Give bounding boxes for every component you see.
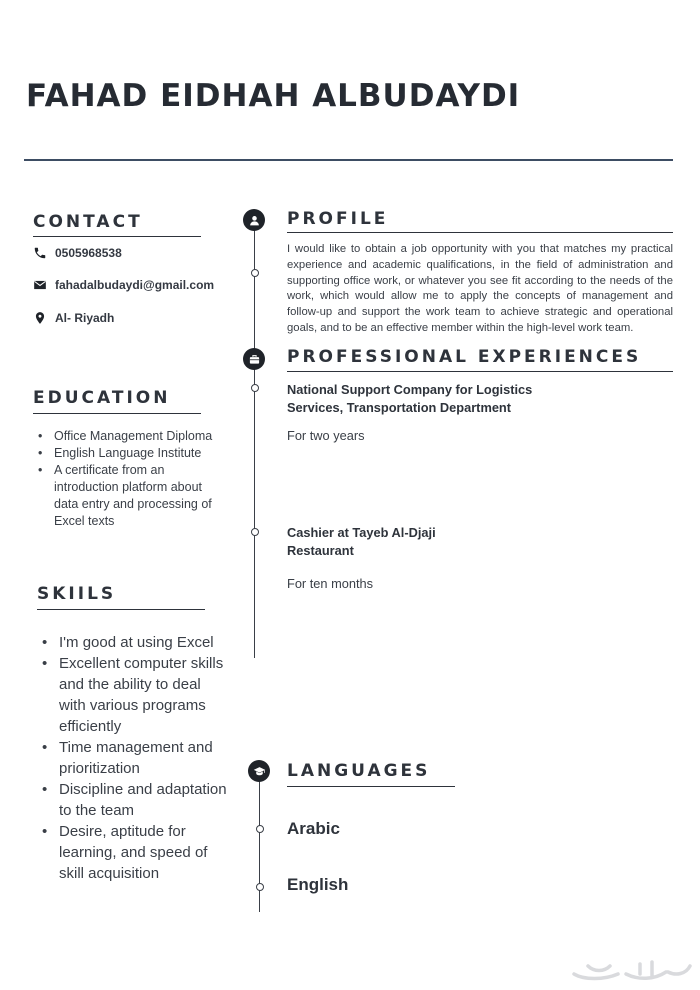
contact-email-row — [33, 278, 214, 292]
contact-heading: CONTACT — [33, 212, 143, 232]
briefcase-icon — [248, 353, 261, 366]
contact-location: Al- Riyadh — [55, 311, 115, 325]
experience-heading: PROFESSIONAL EXPERIENCES — [287, 347, 642, 367]
map-pin-icon — [33, 311, 47, 325]
experience-divider — [287, 371, 673, 372]
list-item: • I'm good at using Excel — [40, 632, 230, 653]
profile-divider — [287, 232, 673, 233]
list-item: • Time management and prioritization — [40, 737, 230, 779]
timeline-line-languages — [259, 780, 260, 912]
timeline-dot — [251, 528, 259, 536]
experience-node — [243, 348, 265, 370]
user-icon — [248, 214, 261, 227]
timeline-dot — [256, 825, 264, 833]
list-item: • Office Management Diploma — [36, 428, 221, 445]
job-duration: For ten months — [287, 576, 374, 591]
languages-heading: LANGUAGES — [287, 761, 431, 781]
language-item: English — [287, 875, 349, 894]
profile-text: I would like to obtain a job opportunity with you that matches my practical experience and academic qualifications, in the field of administration and supporting office work, or whatever you see fit according to the needs of the work, which would allow me to apply the concepts of management and follow-up and support the work team to achieve strategic and operational goals, and to be an effective member within the high-level work team. — [287, 243, 673, 334]
languages-node — [248, 760, 270, 782]
skills-list — [40, 632, 230, 884]
job-title: Cashier at Tayeb Al-Djaji Restaurant — [287, 525, 436, 558]
timeline-dot — [251, 269, 259, 277]
watermark-logo — [568, 954, 694, 984]
list-item: • A certificate from an introduction platform about data entry and processing of Excel texts — [36, 462, 221, 530]
list-item: • Desire, aptitude for learning, and speed of skill acquisition — [40, 821, 230, 884]
skills-divider — [37, 609, 205, 610]
job-duration: For two years — [287, 428, 365, 443]
contact-email: fahadalbudaydi@gmail.com — [55, 278, 215, 292]
education-heading: EDUCATION — [33, 388, 171, 408]
phone-icon — [33, 246, 47, 260]
envelope-icon — [33, 278, 47, 292]
timeline-dot — [256, 883, 264, 891]
header-divider — [24, 159, 673, 161]
job-title: National Support Company for Logistics Services, Transportation Department — [287, 382, 533, 415]
profile-heading: PROFILE — [287, 209, 389, 229]
list-item: • Discipline and adaptation to the team — [40, 779, 230, 821]
list-item: • Excellent computer skills and the ability to deal with various programs efficiently — [40, 653, 230, 737]
resume-name: FAHAD EIDHAH ALBUDAYDI — [26, 78, 521, 114]
languages-divider — [287, 786, 455, 787]
timeline-dot — [251, 384, 259, 392]
list-item: • English Language Institute — [36, 445, 221, 462]
contact-phone-row — [33, 246, 122, 260]
skills-heading: SKIILS — [37, 584, 117, 604]
contact-phone: 0505968538 — [55, 246, 122, 260]
education-divider — [33, 413, 201, 414]
profile-node — [243, 209, 265, 231]
contact-location-row — [33, 311, 114, 325]
graduation-cap-icon — [253, 765, 266, 778]
language-item: Arabic — [287, 819, 340, 838]
timeline-line-main — [254, 230, 255, 658]
education-list — [36, 428, 221, 530]
contact-divider — [33, 236, 201, 237]
